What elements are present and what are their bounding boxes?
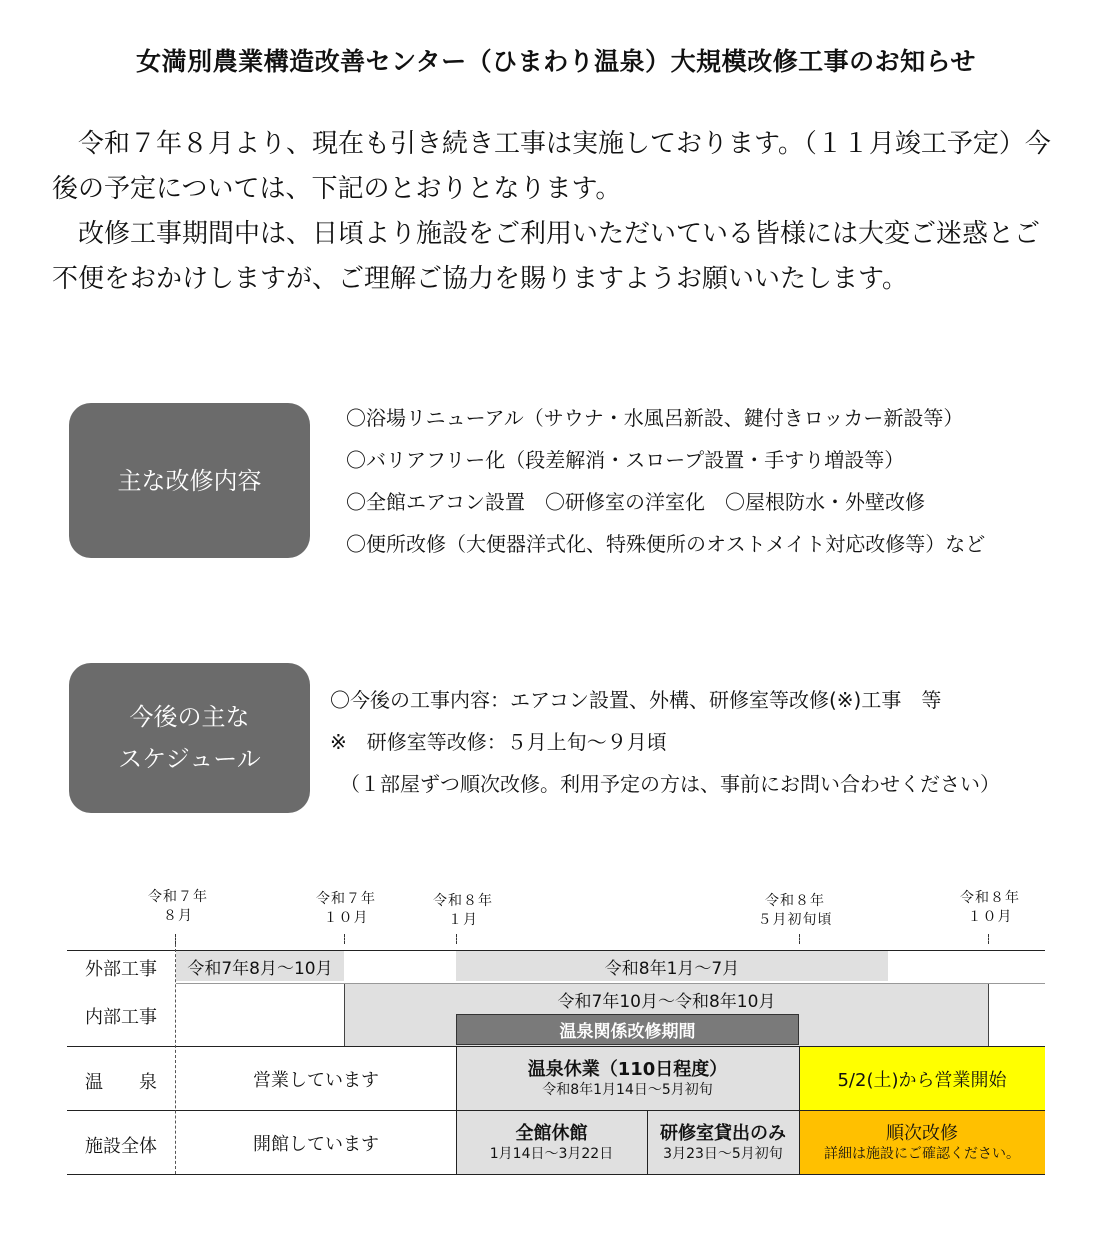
onsen-closed-sub: 令和8年1月14日～5月初旬 [542,1081,713,1098]
exterior-bar-2: 令和8年1月～7月 [456,951,888,981]
cell-border [344,984,345,1046]
renovation-list [346,397,985,565]
facility-sequential-sub: 詳細は施設にご確認ください。 [824,1145,1020,1162]
tick-mark [988,934,989,944]
onsen-open-cell [176,1047,456,1110]
cell-border [647,1110,648,1174]
tick-label: 令和８年 ５月初旬頃 [757,893,833,928]
schedule-label-line1: 今後の主な [129,703,250,731]
onsen-reopen-text: 5/2(土)から営業開始 [837,1069,1007,1091]
renovation-label: 主な改修内容 [117,466,262,495]
row-label-interior: 内部工事 [85,1007,157,1028]
tick-mark [799,934,800,944]
tick-label: 令和７年 ８月 [148,889,208,924]
schedule-label-box [69,663,310,813]
intro-paragraph-2: 改修工事期間中は、日頃より施設をご利用いただいている皆様には大変ご迷惑とご不便をおかけしますが、ご理解ご協力を賜りますようお願いいたします。 [52,219,1041,294]
cell-border [988,984,989,1046]
table-rule [67,1046,1045,1047]
table-rule [67,1174,1045,1175]
cell-border [456,1046,457,1174]
renovation-label-box [69,403,310,558]
facility-sequential-title: 順次改修 [886,1122,958,1144]
exterior-bar-1: 令和7年8月～10月 [176,951,344,981]
schedule-item: ※ 研修室等改修：５月上旬～９月頃 [330,730,667,754]
facility-closed-title: 全館休館 [515,1122,588,1144]
tick-mark [456,934,457,944]
onsen-renovation-bar: 温泉関係改修期間 [456,1014,799,1045]
page-title: 女満別農業構造改善センター（ひまわり温泉）大規模改修工事のお知らせ [136,47,976,76]
tick-label: 令和８年 １月 [433,893,493,928]
facility-rental-title: 研修室貸出のみ [660,1122,786,1144]
tick-label: 令和８年 １０月 [960,890,1020,925]
schedule-list [330,679,1000,805]
tick-mark [344,934,345,944]
facility-rental-sub: 3月23日～5月初旬 [663,1145,783,1162]
onsen-closed-cell [456,1047,799,1110]
onsen-closed-title: 温泉休業（110日程度） [527,1058,728,1080]
schedule-label-line2: スケジュール [118,745,261,773]
table-rule [176,983,1045,984]
facility-rental-cell [647,1111,799,1174]
intro-text [52,122,1062,302]
onsen-reopen-cell [799,1047,1045,1110]
tick-label: 令和７年 １０月 [316,891,376,926]
renovation-item: 〇全館エアコン設置 〇研修室の洋室化 〇屋根防水・外壁改修 [346,490,925,514]
schedule-item: 〇今後の工事内容：エアコン設置、外構、研修室等改修(※)工事 等 [330,688,942,712]
row-label-exterior: 外部工事 [85,959,157,980]
facility-sequential-cell [799,1111,1045,1174]
cell-border [799,1046,800,1174]
renovation-item: 〇浴場リニューアル（サウナ・水風呂新設、鍵付きロッカー新設等） [346,406,964,430]
renovation-item: 〇バリアフリー化（段差解消・スロープ設置・手すり増設等） [346,448,905,472]
row-label-onsen: 温 泉 [85,1072,157,1093]
intro-paragraph-1: 令和７年８月より、現在も引き続き工事は実施しております。（１１月竣工予定）今後の予定については、下記のとおりとなります。 [52,129,1051,204]
row-label-facility: 施設全体 [85,1136,157,1157]
interior-bar: 令和7年10月～令和8年10月 [345,984,988,1046]
schedule-item: （１部屋ずつ順次改修。利用予定の方は、事前にお問い合わせください） [330,772,1000,796]
facility-open-cell [176,1111,456,1174]
facility-closed-sub: 1月14日～3月22日 [489,1145,614,1162]
table-rule [67,950,1045,951]
renovation-item: 〇便所改修（大便器洋式化、特殊便所のオストメイト対応改修等）など [346,532,986,556]
facility-open-text: 開館しています [253,1133,379,1155]
facility-closed-cell [456,1111,647,1174]
table-rule [67,1110,1045,1111]
tick-mark [175,934,176,944]
label-separator [175,944,176,1174]
onsen-open-text: 営業しています [253,1069,379,1091]
